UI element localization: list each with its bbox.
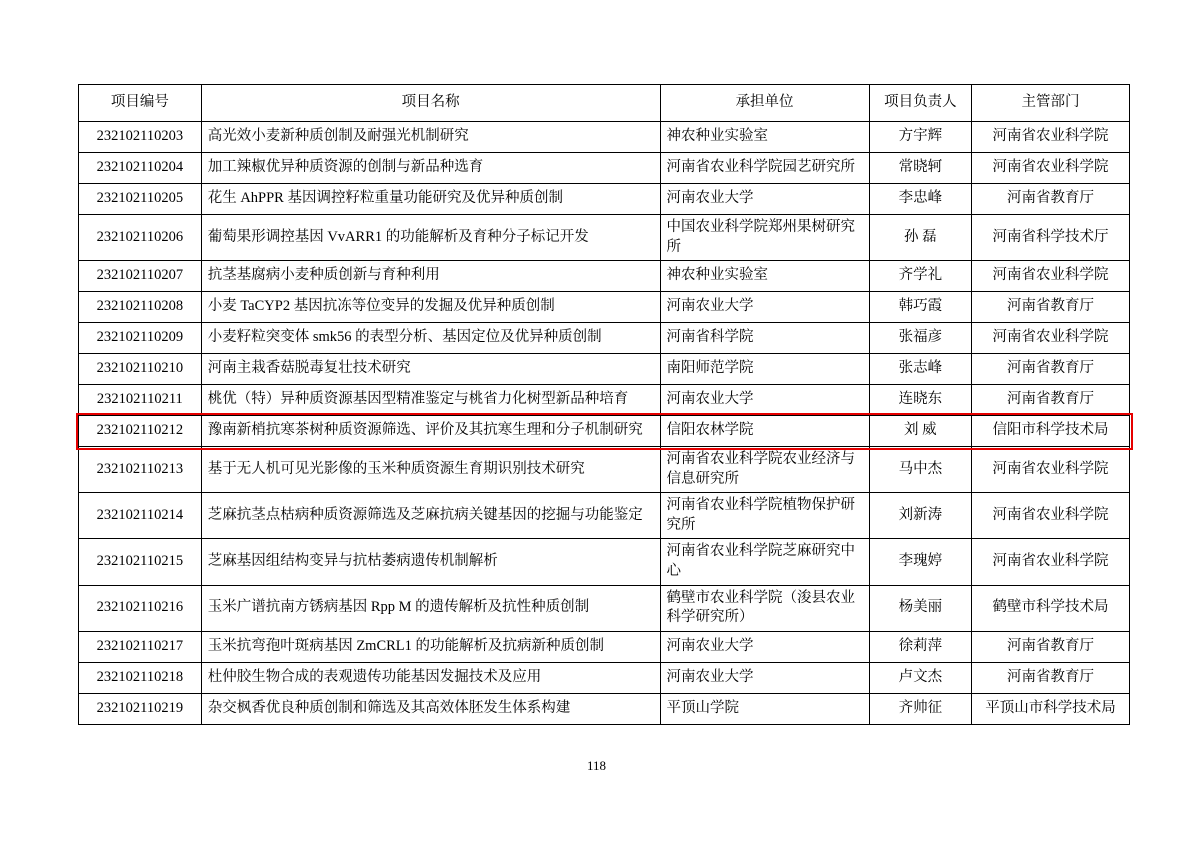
cell-project-leader: 张福彦 [869,323,971,354]
cell-project-name: 小麦 TaCYP2 基因抗冻等位变异的发掘及优异种质创制 [201,292,660,323]
project-table [78,84,1130,725]
page-number: 118 [586,758,607,773]
cell-project-name: 花生 AhPPR 基因调控籽粒重量功能研究及优异种质创制 [201,184,660,215]
cell-undertaking-unit: 河南省农业科学院芝麻研究中心 [660,539,869,585]
cell-supervising-department: 河南省农业科学院 [972,323,1130,354]
table-row [79,323,1130,354]
cell-supervising-department: 平顶山市科学技术局 [972,693,1130,724]
table-row [79,585,1130,631]
cell-supervising-department: 河南省农业科学院 [972,122,1130,153]
cell-project-name: 豫南新梢抗寒茶树种质资源筛选、评价及其抗寒生理和分子机制研究 [201,416,660,447]
cell-undertaking-unit: 河南农业大学 [660,292,869,323]
table-row [79,631,1130,662]
column-header-dept: 主管部门 [972,85,1130,122]
cell-project-name: 桃优（特）异种质资源基因型精准鉴定与桃省力化树型新品种培育 [201,385,660,416]
table-row [79,693,1130,724]
cell-project-leader: 徐莉萍 [869,631,971,662]
column-header-code: 项目编号 [79,85,202,122]
project-table-container [78,84,1130,725]
cell-project-code: 232102110206 [79,215,202,261]
table-body [79,122,1130,725]
cell-undertaking-unit: 河南省农业科学院农业经济与信息研究所 [660,447,869,493]
table-header-row [79,85,1130,122]
cell-project-name: 杜仲胶生物合成的表观遗传功能基因发掘技术及应用 [201,662,660,693]
cell-project-name: 芝麻抗茎点枯病种质资源筛选及芝麻抗病关键基因的挖掘与功能鉴定 [201,493,660,539]
cell-project-leader: 韩巧霞 [869,292,971,323]
cell-project-code: 232102110216 [79,585,202,631]
cell-project-name: 小麦籽粒突变体 smk56 的表型分析、基因定位及优异种质创制 [201,323,660,354]
cell-project-code: 232102110213 [79,447,202,493]
table-row [79,416,1130,447]
cell-supervising-department: 河南省科学技术厅 [972,215,1130,261]
cell-project-code: 232102110211 [79,385,202,416]
cell-project-code: 232102110217 [79,631,202,662]
cell-undertaking-unit: 河南省农业科学院园艺研究所 [660,153,869,184]
cell-undertaking-unit: 神农种业实验室 [660,122,869,153]
table-row [79,662,1130,693]
cell-supervising-department: 河南省农业科学院 [972,493,1130,539]
cell-supervising-department: 河南省教育厅 [972,354,1130,385]
column-header-person: 项目负责人 [869,85,971,122]
cell-project-leader: 张志峰 [869,354,971,385]
cell-project-code: 232102110218 [79,662,202,693]
cell-project-leader: 连晓东 [869,385,971,416]
cell-supervising-department: 信阳市科学技术局 [972,416,1130,447]
cell-undertaking-unit: 河南省科学院 [660,323,869,354]
column-header-unit: 承担单位 [660,85,869,122]
cell-supervising-department: 河南省农业科学院 [972,153,1130,184]
cell-project-name: 葡萄果形调控基因 VvARR1 的功能解析及育种分子标记开发 [201,215,660,261]
table-row [79,447,1130,493]
cell-supervising-department: 鹤壁市科学技术局 [972,585,1130,631]
cell-project-leader: 方宇辉 [869,122,971,153]
cell-project-leader: 卢文杰 [869,662,971,693]
cell-supervising-department: 河南省教育厅 [972,631,1130,662]
cell-undertaking-unit: 河南农业大学 [660,184,869,215]
cell-project-name: 杂交枫香优良种质创制和筛选及其高效体胚发生体系构建 [201,693,660,724]
cell-project-name: 芝麻基因组结构变异与抗枯萎病遗传机制解析 [201,539,660,585]
cell-project-leader: 刘新涛 [869,493,971,539]
cell-project-code: 232102110212 [79,416,202,447]
table-row [79,539,1130,585]
cell-project-leader: 杨美丽 [869,585,971,631]
cell-project-code: 232102110205 [79,184,202,215]
table-row [79,292,1130,323]
cell-undertaking-unit: 平顶山学院 [660,693,869,724]
cell-supervising-department: 河南省农业科学院 [972,261,1130,292]
cell-project-name: 玉米抗弯孢叶斑病基因 ZmCRL1 的功能解析及抗病新种质创制 [201,631,660,662]
table-row [79,122,1130,153]
cell-supervising-department: 河南省教育厅 [972,292,1130,323]
cell-project-code: 232102110219 [79,693,202,724]
cell-project-code: 232102110203 [79,122,202,153]
cell-project-leader: 常晓轲 [869,153,971,184]
cell-project-leader: 孙 磊 [869,215,971,261]
column-header-name: 项目名称 [201,85,660,122]
cell-project-name: 加工辣椒优异种质资源的创制与新品种选育 [201,153,660,184]
cell-supervising-department: 河南省农业科学院 [972,539,1130,585]
cell-undertaking-unit: 河南农业大学 [660,662,869,693]
table-row [79,184,1130,215]
cell-project-name: 抗茎基腐病小麦种质创新与育种利用 [201,261,660,292]
cell-undertaking-unit: 中国农业科学院郑州果树研究所 [660,215,869,261]
cell-project-code: 232102110208 [79,292,202,323]
cell-undertaking-unit: 信阳农林学院 [660,416,869,447]
cell-project-leader: 李忠峰 [869,184,971,215]
table-row [79,493,1130,539]
cell-supervising-department: 河南省教育厅 [972,184,1130,215]
cell-project-leader: 李瑰婷 [869,539,971,585]
cell-project-code: 232102110214 [79,493,202,539]
table-row [79,261,1130,292]
cell-project-code: 232102110210 [79,354,202,385]
cell-project-name: 基于无人机可见光影像的玉米种质资源生育期识别技术研究 [201,447,660,493]
table-row [79,354,1130,385]
cell-project-leader: 齐学礼 [869,261,971,292]
cell-undertaking-unit: 鹤壁市农业科学院（浚县农业科学研究所） [660,585,869,631]
cell-project-code: 232102110215 [79,539,202,585]
table-row [79,153,1130,184]
table-header [79,85,1130,122]
cell-project-name: 河南主栽香菇脱毒复壮技术研究 [201,354,660,385]
cell-project-name: 高光效小麦新种质创制及耐强光机制研究 [201,122,660,153]
cell-project-leader: 刘 威 [869,416,971,447]
cell-undertaking-unit: 河南省农业科学院植物保护研究所 [660,493,869,539]
cell-project-code: 232102110207 [79,261,202,292]
cell-undertaking-unit: 河南农业大学 [660,385,869,416]
cell-undertaking-unit: 南阳师范学院 [660,354,869,385]
cell-supervising-department: 河南省教育厅 [972,662,1130,693]
table-row [79,215,1130,261]
cell-undertaking-unit: 河南农业大学 [660,631,869,662]
table-row [79,385,1130,416]
cell-project-leader: 马中杰 [869,447,971,493]
cell-supervising-department: 河南省农业科学院 [972,447,1130,493]
cell-project-name: 玉米广谱抗南方锈病基因 Rpp M 的遗传解析及抗性种质创制 [201,585,660,631]
cell-supervising-department: 河南省教育厅 [972,385,1130,416]
cell-project-code: 232102110204 [79,153,202,184]
cell-undertaking-unit: 神农种业实验室 [660,261,869,292]
cell-project-code: 232102110209 [79,323,202,354]
cell-project-leader: 齐帅征 [869,693,971,724]
